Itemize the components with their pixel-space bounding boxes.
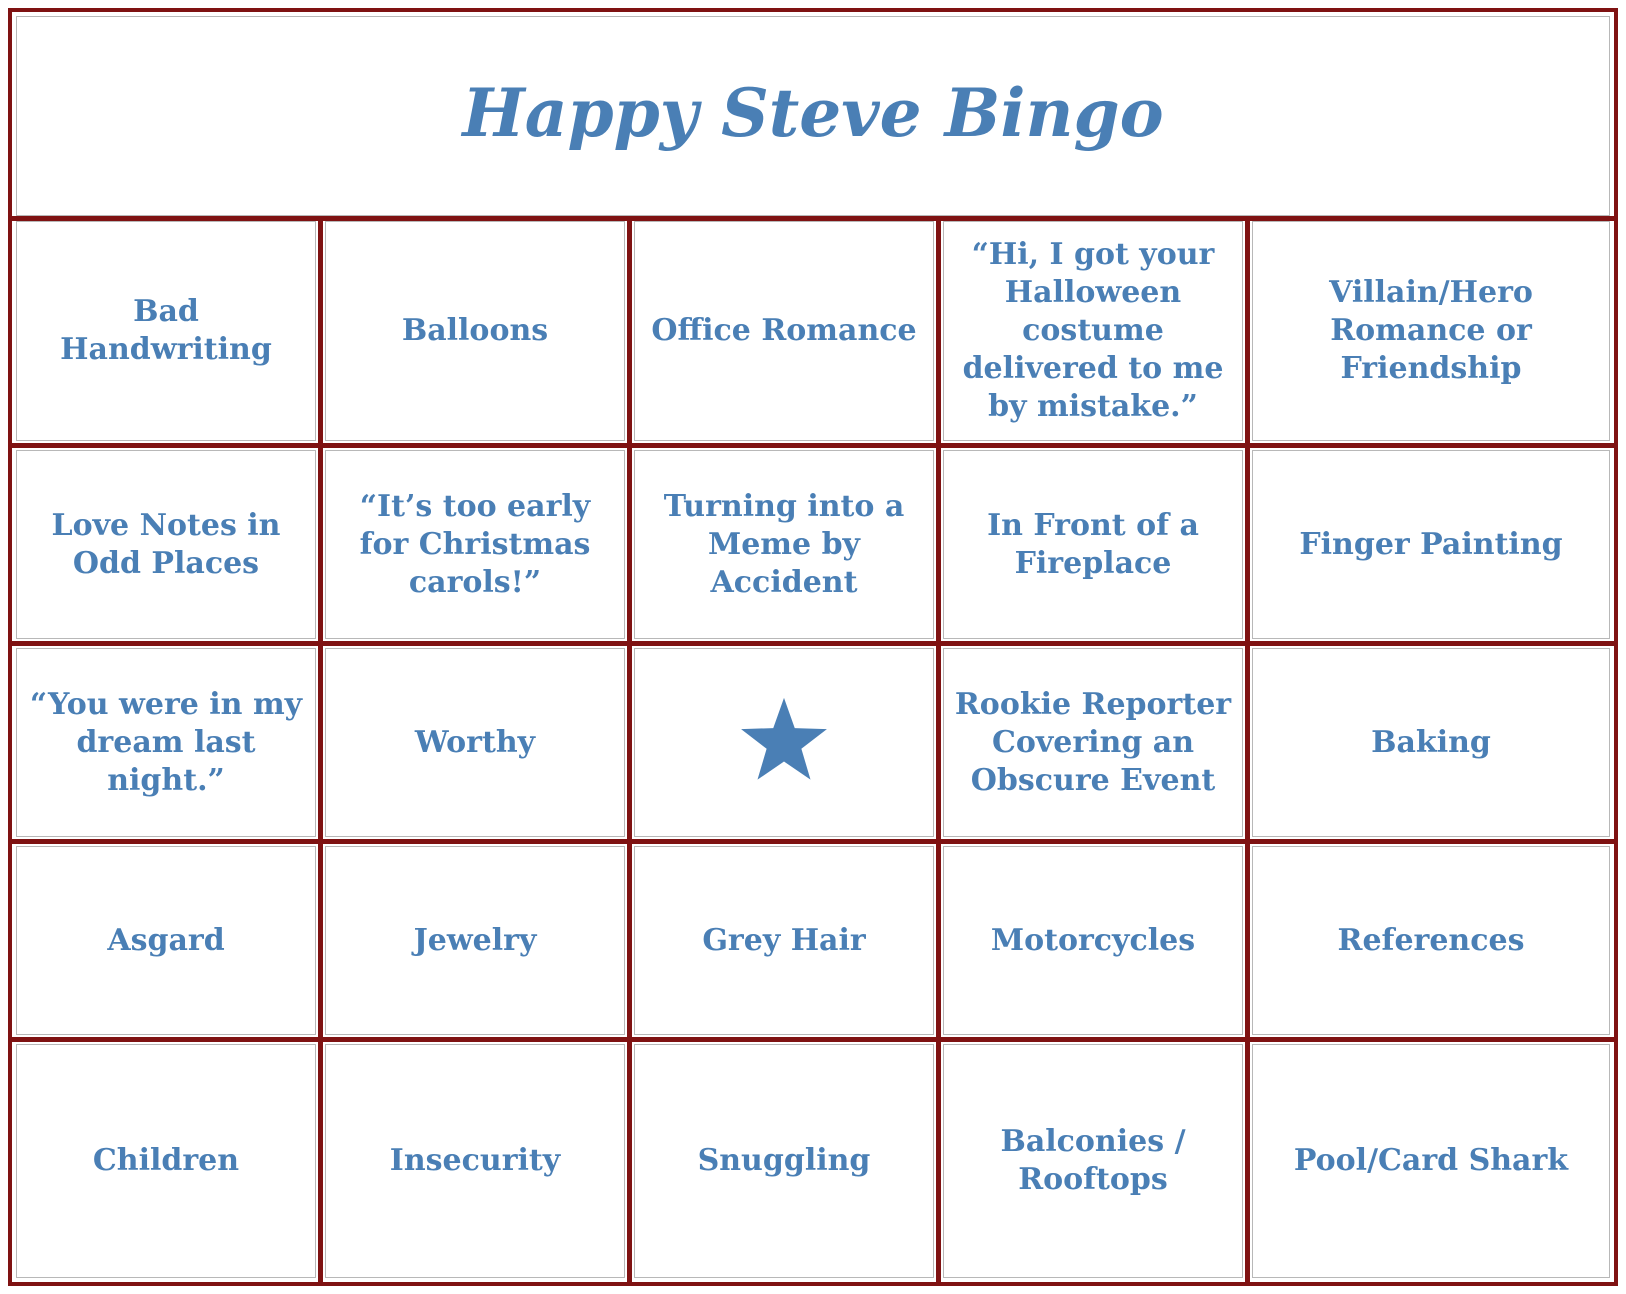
bingo-cell-label: Grey Hair: [702, 922, 866, 958]
bingo-cell-label: Bad Handwriting: [60, 294, 272, 367]
bingo-cell[interactable]: [634, 221, 934, 441]
bingo-cell[interactable]: [1252, 450, 1610, 639]
bingo-cell[interactable]: [1252, 1044, 1610, 1278]
bingo-cell-label: Balloons: [401, 313, 549, 348]
bingo-cell-label: “Hi, I got your Halloween costume delivered to me by mistake.”: [962, 237, 1224, 424]
grid-divider: [318, 216, 323, 1282]
bingo-cell-label: Finger Painting: [1299, 526, 1563, 562]
bingo-cell[interactable]: [943, 1044, 1243, 1278]
bingo-cell[interactable]: [325, 1044, 625, 1278]
grid-divider: [12, 839, 1614, 844]
bingo-cell-label: Motorcycles: [990, 922, 1196, 958]
grid-divider: [12, 1037, 1614, 1042]
bingo-cell[interactable]: [1252, 221, 1610, 441]
bingo-cell-label: In Front of a Fireplace: [987, 507, 1199, 581]
grid-divider: [936, 216, 941, 1282]
bingo-cell[interactable]: [634, 846, 934, 1035]
bingo-cell[interactable]: [325, 648, 625, 837]
bingo-cell-label: “You were in my dream last night.”: [29, 686, 303, 798]
bingo-cell[interactable]: [325, 846, 625, 1035]
bingo-cell[interactable]: [325, 221, 625, 441]
bingo-cell[interactable]: [325, 450, 625, 639]
bingo-cell-label: Asgard: [107, 922, 225, 958]
grid-divider: [627, 216, 632, 1282]
title-cell: [16, 16, 1610, 216]
bingo-cell-label: Villain/Hero Romance or Friendship: [1329, 275, 1533, 386]
bingo-cell[interactable]: [943, 221, 1243, 441]
bingo-cell[interactable]: [943, 648, 1243, 837]
bingo-cell[interactable]: [943, 846, 1243, 1035]
star-icon: [736, 695, 832, 791]
grid-divider: [12, 216, 1614, 221]
bingo-cell[interactable]: [16, 221, 316, 441]
bingo-cell-label: Worthy: [414, 724, 536, 760]
bingo-cell-label: Children: [92, 1143, 240, 1178]
bingo-cell[interactable]: [634, 1044, 934, 1278]
bingo-cell-label: Balconies / Rooftops: [1000, 1124, 1186, 1197]
bingo-cell-label: Baking: [1371, 724, 1491, 760]
grid-divider: [12, 443, 1614, 448]
free-space-cell[interactable]: [634, 648, 934, 837]
grid-divider: [1245, 216, 1250, 1282]
bingo-cell-label: Snuggling: [697, 1143, 871, 1178]
grid-divider: [12, 641, 1614, 646]
bingo-cell-label: Rookie Reporter Covering an Obscure Event: [954, 686, 1232, 798]
bingo-cell-label: Love Notes in Odd Places: [51, 507, 281, 581]
bingo-cell[interactable]: [943, 450, 1243, 639]
bingo-cell-label: Office Romance: [651, 313, 917, 348]
bingo-cell[interactable]: [16, 450, 316, 639]
bingo-cell[interactable]: [634, 450, 934, 639]
bingo-cell[interactable]: [16, 1044, 316, 1278]
bingo-cell-label: Pool/Card Shark: [1293, 1143, 1569, 1178]
bingo-cell[interactable]: [16, 846, 316, 1035]
bingo-cell-label: References: [1337, 922, 1525, 958]
bingo-grid: [12, 12, 1614, 1282]
bingo-cell[interactable]: [16, 648, 316, 837]
bingo-cell[interactable]: [1252, 648, 1610, 837]
bingo-title: Happy Steve Bingo: [462, 74, 1164, 152]
bingo-cell-label: Jewelry: [413, 922, 537, 958]
bingo-cell-label: Turning into a Meme by Accident: [663, 488, 905, 600]
bingo-card: [8, 8, 1618, 1286]
bingo-cell[interactable]: [1252, 846, 1610, 1035]
bingo-cell-label: Insecurity: [389, 1143, 561, 1178]
bingo-cell-label: “It’s too early for Christmas carols!”: [359, 488, 591, 600]
